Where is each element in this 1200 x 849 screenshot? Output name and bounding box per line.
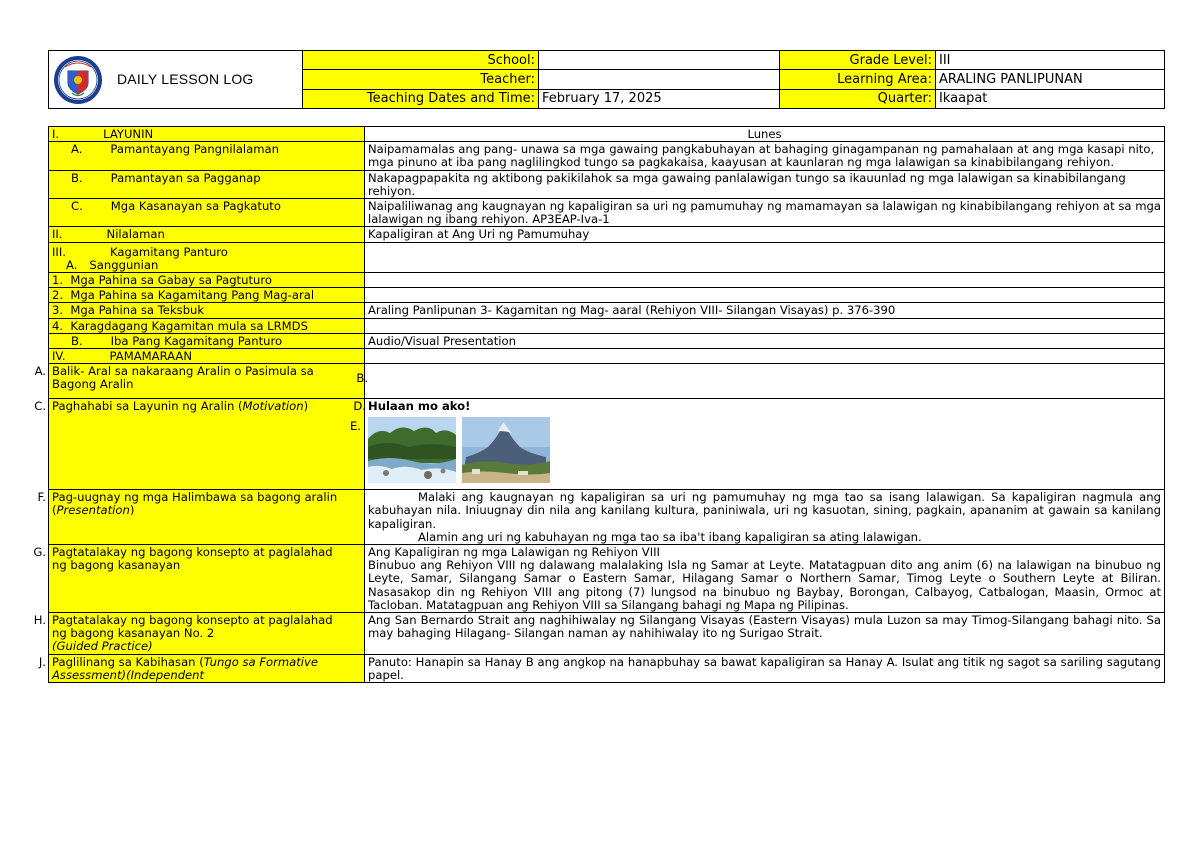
pagganap-label xyxy=(49,170,365,198)
pagtatalakay-1-letter: G. xyxy=(33,545,46,560)
teacher-value[interactable] xyxy=(539,70,780,89)
presentation-close: ) xyxy=(129,503,135,518)
row-pamamaraan xyxy=(49,349,1165,364)
row-lrmds xyxy=(49,318,1165,333)
school-value[interactable] xyxy=(539,51,780,70)
balik-aral-letter: A. xyxy=(34,364,46,379)
gabay-label: 1. Mga Pahina sa Gabay sa Pagtuturo xyxy=(49,273,365,288)
row-motivation xyxy=(49,399,1165,490)
iii-label-text: Kagamitang Panturo xyxy=(109,244,228,259)
mountain-photo-icon xyxy=(462,417,550,483)
row-iba-pang xyxy=(49,333,1165,348)
presentation-para-2: Alamin ang uri ng kabuhayan ng mga tao sa iba't ibang kapaligiran sa ating lalawigan. xyxy=(418,529,922,544)
presentation-para-1: Malaki ang kaugnayan ng kapaligiran sa uri ng pamumuhay ng mga tao sa isang lalawigan. Sa kapaligiran nagmula ang kabuhayan nila. Iniuugnay din nila ang kanilang kultura, paniniwala, uri ng kasuotan, sining, pagkain, apananim at gawain sa kanilang kapaligiran. xyxy=(368,490,1161,531)
motivation-italic: Motivation xyxy=(242,399,304,414)
row-pagtatalakay-2 xyxy=(49,613,1165,655)
row-pagganap xyxy=(49,170,1165,198)
quarter-value[interactable]: Ikaapat xyxy=(936,89,1165,108)
motivation-label xyxy=(34,399,366,490)
guided-practice-italic: (Guided Practice) xyxy=(52,639,153,654)
a-letter: A. xyxy=(71,142,83,157)
row-layunin xyxy=(49,127,1165,142)
presentation-label xyxy=(37,490,365,545)
row-kagamitang xyxy=(49,242,1165,272)
nilalaman-label xyxy=(49,227,365,242)
mark-e: E. xyxy=(349,419,361,434)
balik-aral-text: Balik- Aral sa nakaraang Aralin o Pasimula sa Bagong Aralin xyxy=(52,364,314,392)
grade-value[interactable]: III xyxy=(936,51,1165,70)
kasanayan-value[interactable]: Naipaliliwanag ang kaugnayan ng kapaligiran sa uri ng pamumuhay ng mamamayan sa lalawigan ng kinabibilangang rehiyon at sa mga lalawigan ng ibang rehiyon. AP3EAP-Iva-1 xyxy=(365,199,1165,227)
deped-seal-icon xyxy=(53,55,103,105)
kagamitang-value[interactable] xyxy=(365,242,1165,272)
nilalaman-value[interactable]: Kapaligiran at Ang Uri ng Pamumuhay xyxy=(365,227,1165,242)
kagamitang-label xyxy=(49,242,365,272)
pamamaraan-label xyxy=(49,349,365,364)
school-label: School: xyxy=(303,51,539,70)
pagtatalakay-1-text: Pagtatalakay ng bagong konsepto at paglalahad ng bagong kasanayan xyxy=(52,545,333,573)
mark-d: D. xyxy=(353,399,366,414)
pamantayang-value[interactable]: Naipamamalas ang pang- unawa sa mga gawaing pangkabuhayan at bahaging ginagampanan ng pamahalaan at ang mga kasapi nito, mga pinuno at iba pang naglilingkod tungo sa pagkakaisa, kaayusan at kaunlaran ng mga lalawigan sa kinabibilangang rehiyon. xyxy=(365,142,1165,170)
row-kasanayan xyxy=(49,199,1165,227)
lrmds-label: 4. Karagdagang Kagamitan mula sa LRMDS xyxy=(49,318,365,333)
presentation-value[interactable] xyxy=(365,490,1165,545)
motivation-close: ) xyxy=(303,399,309,414)
hulaan-title: Hulaan mo ako! xyxy=(368,399,471,414)
row-nilalaman xyxy=(49,227,1165,242)
row-pamantayang xyxy=(49,142,1165,170)
pagtatalakay-2-letter: H. xyxy=(33,613,46,628)
b-letter: B. xyxy=(71,170,83,185)
iv-label-text: PAMAMARAAN xyxy=(109,349,193,364)
row-pang-mag-aaral xyxy=(49,288,1165,303)
dates-value[interactable]: February 17, 2025 xyxy=(539,89,780,108)
teksbuk-label: 3. Mga Pahina sa Teksbuk xyxy=(49,303,365,318)
area-label: Learning Area: xyxy=(780,70,936,89)
dates-label: Teaching Dates and Time: xyxy=(303,89,539,108)
iba-pang-label xyxy=(49,333,365,348)
pagtatalakay-2-text: Pagtatalakay ng bagong konsepto at paglalahad ng bagong kasanayan No. 2 xyxy=(52,613,333,641)
balik-aral-label xyxy=(34,364,368,399)
presentation-text: Pag-uugnay ng mga Halimbawa sa bagong aralin ( xyxy=(52,490,338,518)
row-presentation xyxy=(49,490,1165,545)
mark-b: B. xyxy=(356,371,368,386)
iv-num: IV. xyxy=(52,349,66,364)
sanggunian-text: Sanggunian xyxy=(89,257,159,272)
kapaligiran-body: Binubuo ang Rehiyon VIII ng dalawang malalaking Isla ng Samar at Leyte. Matatagpuan dito ang anim (6) na lalawigan na binubuo ng Leyte, Samar, Silangang Samar o Eastern Samar, Hilagang Samar o Northern Samar, Timog Leyte o Southern Leyte at Biliran. Nasasakop din ng Rehiyon VIII ang pitong (7) lungsod na binubuo ng Baybay, Borongan, Calbayog, Catbalogan, Maasin, Ormoc at Tacloban. Matatagpuan ang Rehiyon VIII sa Silangang bahagi ng Mapa ng Pilipinas. xyxy=(368,558,1161,612)
paglilinang-text: Paglilinang sa Kabihasan ( xyxy=(52,654,204,669)
pagtatalakay-2-label xyxy=(33,613,365,655)
iii-num: III. xyxy=(52,244,66,259)
row-gabay xyxy=(49,273,1165,288)
motivation-letter: C. xyxy=(34,399,46,414)
header-table xyxy=(48,50,1165,109)
area-value[interactable]: ARALING PANLIPUNAN xyxy=(936,70,1165,89)
kasanayan-label xyxy=(49,199,365,227)
pang-mag-aaral-label: 2. Mga Pahina sa Kagamitang Pang Mag-aral xyxy=(49,288,365,303)
paglilinang-italic: Tungo sa Formative Assessment)(Independent xyxy=(52,654,319,682)
day-header: Lunes xyxy=(365,127,1165,142)
pagtatalakay-1-label xyxy=(33,545,365,613)
pagtatalakay-2-value[interactable]: Ang San Bernardo Strait ang naghihiwalay ng Silangang Visayas (Eastern Visayas) mula Luzon sa may Timog-Silangang bahagi nito. Sa may bahaging Hilagang- Silangan naman ay nahihiwalay ito ng Surigao Strait. xyxy=(365,613,1165,655)
river-photo-icon xyxy=(368,417,456,483)
lesson-table xyxy=(33,126,1165,683)
teacher-label: Teacher: xyxy=(303,70,539,89)
grade-label: Grade Level: xyxy=(780,51,936,70)
paglilinang-letter: J. xyxy=(38,654,46,669)
c-letter: C. xyxy=(71,199,83,214)
paglilinang-value[interactable]: Panuto: Hanapin sa Hanay B ang angkop na hanapbuhay sa bawat kapaligiran sa Hanay A. Isulat ang titik ng sagot sa sariling sagutang papel. xyxy=(365,654,1165,682)
layunin-text: LAYUNIN xyxy=(103,127,154,141)
row-teksbuk xyxy=(49,303,1165,318)
lrmds-value[interactable] xyxy=(365,318,1165,333)
paglilinang-label xyxy=(38,654,365,682)
pamantayang-label xyxy=(49,142,365,170)
log-title: DAILY LESSON LOG xyxy=(117,71,254,87)
gabay-value[interactable] xyxy=(365,273,1165,288)
motivation-value[interactable] xyxy=(365,399,1165,490)
a-label-text: Pamantayang Pangnilalaman xyxy=(110,142,280,157)
layunin-num: I. xyxy=(52,127,60,141)
pamamaraan-value[interactable] xyxy=(365,349,1165,364)
c-label-text: Mga Kasanayan sa Pagkatuto xyxy=(110,199,281,214)
rb-letter: B. xyxy=(71,333,83,348)
pagtatalakay-1-value[interactable] xyxy=(365,545,1165,613)
b-label-text: Pamantayan sa Pagganap xyxy=(110,170,261,185)
logo-cell xyxy=(49,51,303,109)
row-paglilinang xyxy=(49,654,1165,682)
teksbuk-value[interactable]: Araling Panlipunan 3- Kagamitan ng Mag- aaral (Rehiyon VIII- Silangan Visayas) p. 376-390 xyxy=(365,303,1165,318)
iii-a-letter: A. xyxy=(66,257,78,272)
row-pagtatalakay-1 xyxy=(49,545,1165,613)
ii-label-text: Nilalaman xyxy=(106,227,165,242)
quarter-label: Quarter: xyxy=(780,89,936,108)
kapaligiran-heading: Ang Kapaligiran ng mga Lalawigan ng Rehiyon VIII xyxy=(368,545,660,560)
pagganap-value[interactable]: Nakapagpapakita ng aktibong pakikilahok sa mga gawaing panlalawigan tungo sa ikauunlad ng mga lalawigan sa kinabibilangang rehiyon. xyxy=(365,170,1165,198)
layunin-label xyxy=(49,127,365,142)
row-balik-aral xyxy=(49,364,1165,399)
pang-mag-aaral-value[interactable] xyxy=(365,288,1165,303)
presentation-letter: F. xyxy=(37,490,46,505)
balik-aral-value[interactable] xyxy=(365,364,1165,399)
ii-num: II. xyxy=(52,227,63,242)
motivation-text: Paghahabi sa Layunin ng Aralin ( xyxy=(52,399,243,414)
iba-pang-value[interactable]: Audio/Visual Presentation xyxy=(365,333,1165,348)
rb-label-text: Iba Pang Kagamitang Panturo xyxy=(110,333,283,348)
presentation-italic: Presentation xyxy=(56,503,130,518)
